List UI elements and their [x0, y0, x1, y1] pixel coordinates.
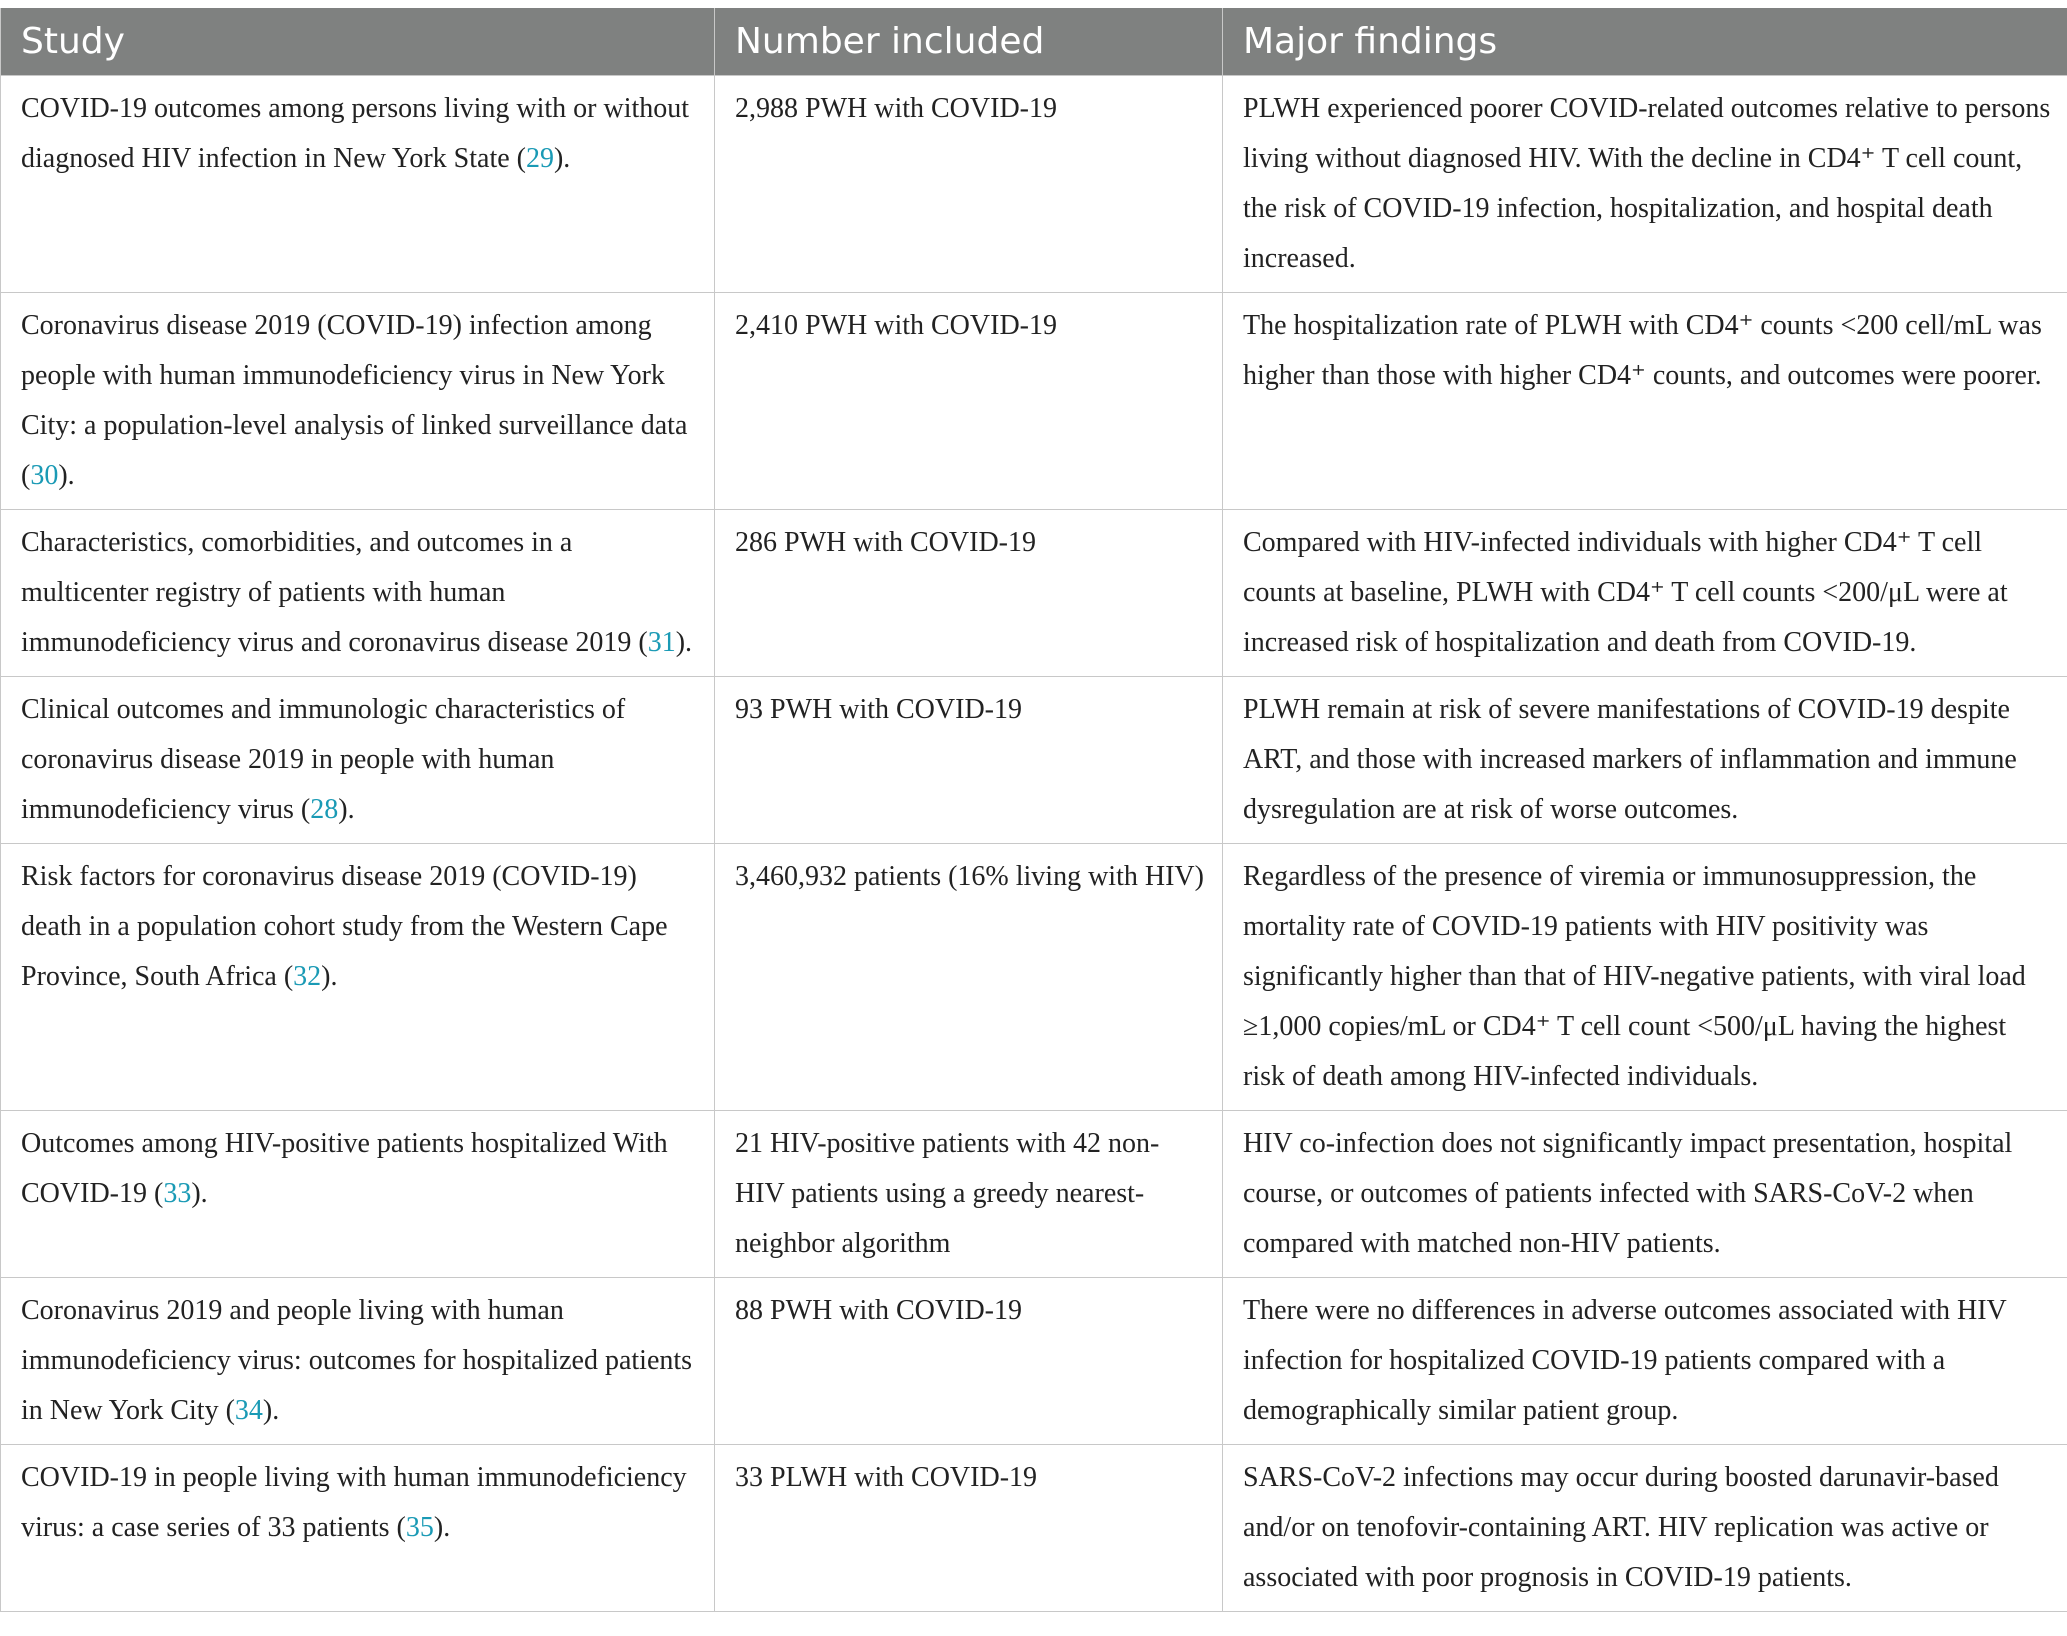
- table-row: [1, 1278, 2067, 1445]
- study-title: Outcomes among HIV-positive patients hospitalized With COVID-19 (: [21, 1128, 668, 1209]
- table-header: [1, 8, 2067, 76]
- number-included-cell: 2,410 PWH with COVID-19: [715, 293, 1223, 510]
- major-findings-cell: Regardless of the presence of viremia or immunosuppression, the mortality rate of COVID-19 patients with HIV positivity was significantly higher than that of HIV-negative patients, with viral load ≥1,000 copies/mL or CD4⁺ T cell count <500/μL having the highest risk of death among HIV-infected individuals.: [1223, 844, 2067, 1111]
- study-title-end: ).: [338, 794, 355, 825]
- number-included-cell: 286 PWH with COVID-19: [715, 510, 1223, 677]
- reference-link[interactable]: 35: [405, 1512, 434, 1543]
- number-included-cell: 88 PWH with COVID-19: [715, 1278, 1223, 1445]
- reference-link[interactable]: 33: [163, 1178, 192, 1209]
- number-included-cell: 93 PWH with COVID-19: [715, 677, 1223, 844]
- study-cell: [1, 510, 715, 677]
- major-findings-cell: SARS-CoV-2 infections may occur during boosted darunavir-based and/or on tenofovir-containing ART. HIV replication was active or associated with poor prognosis in COVID-19 patients.: [1223, 1445, 2067, 1612]
- major-findings-cell: The hospitalization rate of PLWH with CD4⁺ counts <200 cell/mL was higher than those with higher CD4⁺ counts, and outcomes were poorer.: [1223, 293, 2067, 510]
- number-included-cell: 2,988 PWH with COVID-19: [715, 76, 1223, 293]
- number-included-cell: 33 PLWH with COVID-19: [715, 1445, 1223, 1612]
- table-row: [1, 1111, 2067, 1278]
- reference-link[interactable]: 32: [293, 961, 322, 992]
- major-findings-cell: PLWH experienced poorer COVID-related outcomes relative to persons living without diagnosed HIV. With the decline in CD4⁺ T cell count, the risk of COVID-19 infection, hospitalization, and hospital death increased.: [1223, 76, 2067, 293]
- table-row: [1, 844, 2067, 1111]
- study-cell: [1, 76, 715, 293]
- major-findings-cell: PLWH remain at risk of severe manifestations of COVID-19 despite ART, and those with increased markers of inflammation and immune dysregulation are at risk of worse outcomes.: [1223, 677, 2067, 844]
- study-title: Coronavirus 2019 and people living with human immunodeficiency virus: outcomes for hospitalized patients in New York City (: [21, 1295, 693, 1426]
- study-title: Characteristics, comorbidities, and outcomes in a multicenter registry of patients with human immunodeficiency virus and coronavirus disease 2019 (: [21, 527, 648, 658]
- study-title-end: ).: [191, 1178, 208, 1209]
- study-title: Coronavirus disease 2019 (COVID-19) infection among people with human immunodeficiency virus in New York City: a population-level analysis of linked surveillance data (: [21, 310, 688, 491]
- study-cell: [1, 677, 715, 844]
- header-major-findings: Major findings: [1223, 8, 2067, 76]
- study-cell: [1, 1445, 715, 1612]
- table-body: [1, 76, 2067, 1612]
- studies-table-container: [0, 8, 2067, 1612]
- study-title-end: ).: [321, 961, 338, 992]
- number-included-cell: 3,460,932 patients (16% living with HIV): [715, 844, 1223, 1111]
- header-number-included: Number included: [715, 8, 1223, 76]
- study-title: COVID-19 outcomes among persons living with or without diagnosed HIV infection in New York State (: [21, 93, 690, 174]
- studies-table: [0, 8, 2067, 1612]
- table-row: [1, 293, 2067, 510]
- study-title-end: ).: [433, 1512, 451, 1543]
- table-row: [1, 1445, 2067, 1612]
- reference-link[interactable]: 30: [30, 460, 59, 491]
- major-findings-cell: HIV co-infection does not significantly impact presentation, hospital course, or outcomes of patients infected with SARS-CoV-2 when compared with matched non-HIV patients.: [1223, 1111, 2067, 1278]
- study-cell: [1, 293, 715, 510]
- study-cell: [1, 1111, 715, 1278]
- major-findings-cell: There were no differences in adverse outcomes associated with HIV infection for hospitalized COVID-19 patients compared with a demographically similar patient group.: [1223, 1278, 2067, 1445]
- study-title: COVID-19 in people living with human immunodeficiency virus: a case series of 33 patients (: [21, 1462, 687, 1543]
- study-cell: [1, 844, 715, 1111]
- study-title-end: ).: [58, 460, 75, 491]
- reference-link[interactable]: 29: [525, 143, 554, 174]
- study-cell: [1, 1278, 715, 1445]
- reference-link[interactable]: 34: [234, 1395, 263, 1426]
- table-row: [1, 76, 2067, 293]
- table-row: [1, 510, 2067, 677]
- number-included-cell: 21 HIV-positive patients with 42 non-HIV patients using a greedy nearest-neighbor algorithm: [715, 1111, 1223, 1278]
- study-title-end: ).: [675, 627, 693, 658]
- study-title-end: ).: [553, 143, 571, 174]
- study-title-end: ).: [262, 1395, 280, 1426]
- study-title: Risk factors for coronavirus disease 2019 (COVID-19) death in a population cohort study from the Western Cape Province, South Africa (: [21, 861, 668, 992]
- reference-link[interactable]: 28: [310, 794, 339, 825]
- header-row: [1, 8, 2067, 76]
- table-row: [1, 677, 2067, 844]
- header-study: Study: [1, 8, 715, 76]
- study-title: Clinical outcomes and immunologic characteristics of coronavirus disease 2019 in people with human immunodeficiency virus (: [21, 694, 626, 825]
- major-findings-cell: Compared with HIV-infected individuals with higher CD4⁺ T cell counts at baseline, PLWH with CD4⁺ T cell counts <200/μL were at increased risk of hospitalization and death from COVID-19.: [1223, 510, 2067, 677]
- reference-link[interactable]: 31: [647, 627, 676, 658]
